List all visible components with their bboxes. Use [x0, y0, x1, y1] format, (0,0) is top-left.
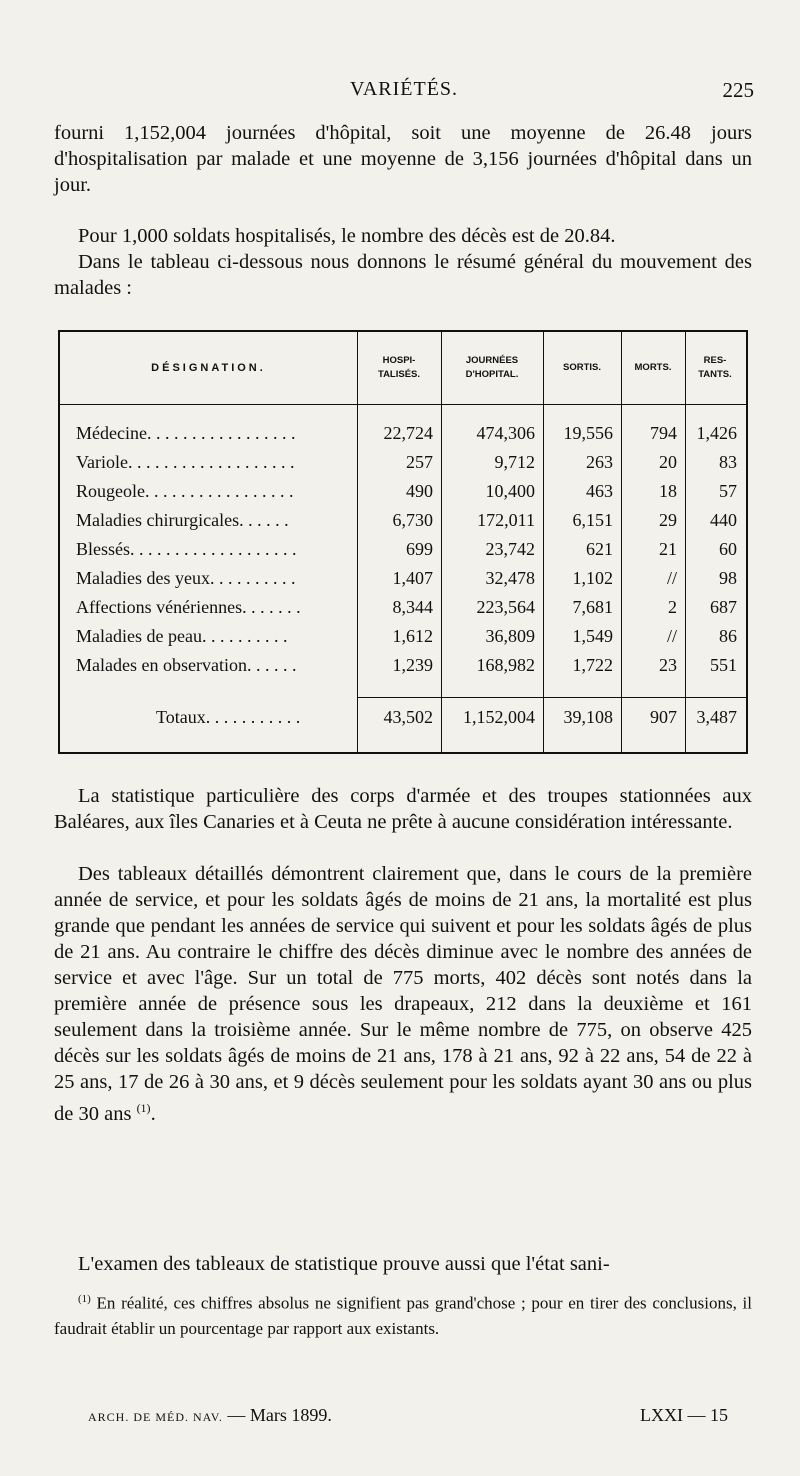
- paragraph-mortality: Des tableaux détaillés démontrent clairement que, dans le cours de la première année de service, et pour les soldats âgés de moins de 21 ans, la mortalité est plus grande que pendant les années de service qui suivent et pour les soldats âgés de plus de 21 ans. Au contraire le chiffre des décès diminue avec le nombre des années de service et avec l'âge. Sur un total de 775 morts, 402 décès sont notés dans la première année de présence sous les drapeaux, 212 dans la deuxième et 161 seulement dans la troisième année. Sur le même nombre de 775, on observe 425 décès sur les soldats âgés de moins de 21 ans, 178 à 21 ans, 92 à 22 ans, 54 de 22 à 25 ans, 17 de 26 à 30 ans, et 9 décès seulement pour les soldats ayant 30 ans ou plus de 30 ans $^{(1)}$.: [54, 863, 752, 1125]
- cell-hospital-days: 32,478: [485, 568, 535, 588]
- cell-hospitalized: 699: [406, 539, 433, 559]
- totals-remaining: 3,487: [696, 707, 737, 727]
- cell-hospitalized: 8,344: [392, 597, 433, 617]
- row-designation: Maladies des yeux. . . . . . . . . .: [76, 568, 296, 588]
- paragraph-baleares: La statistique particulière des corps d'armée et des troupes stationnées aux Baléares, aux îles Canaries et à Ceuta ne prête à aucune considération intéressante.: [54, 785, 752, 833]
- cell-hospital-days: 9,712: [494, 452, 535, 472]
- cell-deaths: //: [666, 568, 677, 588]
- header-discharged: SORTIS.: [562, 362, 601, 373]
- cell-hospital-days: 23,742: [485, 539, 535, 559]
- footnote-mark: (1): [78, 1293, 91, 1305]
- running-head: [54, 78, 754, 108]
- cell-discharged: 463: [586, 481, 613, 501]
- patient-movement-table: [58, 330, 748, 754]
- cell-deaths: 21: [659, 539, 677, 559]
- row-designation: Rougeole. . . . . . . . . . . . . . . . .: [76, 481, 294, 501]
- cell-deaths: 18: [659, 481, 677, 501]
- header-remaining: RES- TANTS.: [698, 355, 732, 380]
- cell-discharged: 19,556: [563, 423, 613, 443]
- cell-hospitalized: 22,724: [383, 423, 433, 443]
- page-footer: [88, 1405, 728, 1431]
- paragraph-mortality-text: Des tableaux détaillés démontrent clairement que, dans le cours de la première année de service, et pour les soldats âgés de moins de 21 ans, la mortalité est plus grande que pendant les années de service qui suivent et pour les soldats âgés de plus de 21 ans. Au contraire le chiffre des décès diminue avec le nombre des années de service et avec l'âge. Sur un total de 775 morts, 402 décès sont notés dans la première année de présence sous les drapeaux, 212 dans la deuxième et 161 seulement dans la troisième année. Sur le même nombre de 775, on observe 425 décès sur les soldats âgés de moins de 21 ans, 178 à 21 ans, 92 à 22 ans, 54 de 22 à 25 ans, 17 de 26 à 30 ans, et 9 décès seulement pour les soldats ayant 30 ans ou plus de 30 ans: [54, 863, 752, 1125]
- table-row: [60, 420, 746, 447]
- table-row: [60, 652, 746, 679]
- cell-deaths: 20: [659, 452, 677, 472]
- header-designation: DÉSIGNATION.: [151, 362, 266, 374]
- row-designation: Maladies chirurgicales. . . . . .: [76, 510, 289, 530]
- totals-label: Totaux. . . . . . . . . . .: [156, 707, 301, 727]
- totals-deaths: 907: [650, 707, 677, 727]
- cell-hospital-days: 36,809: [485, 626, 535, 646]
- paragraph-continuation: fourni 1,152,004 journées d'hôpital, soit une moyenne de 26.48 jours d'hospitalisation par malade et une moyenne de 3,156 journées d'hôpital dans un jour.: [54, 122, 752, 196]
- totals-discharged: 39,108: [563, 707, 613, 727]
- footnote: [54, 1287, 752, 1341]
- cell-deaths: 2: [668, 597, 677, 617]
- cell-remaining: 60: [719, 539, 737, 559]
- table-row: [60, 478, 746, 505]
- header-hospitalized: HOSPI- TALISÉS.: [377, 355, 421, 380]
- cell-hospital-days: 223,564: [476, 597, 535, 617]
- cell-remaining: 1,426: [696, 423, 737, 443]
- row-designation: Variole. . . . . . . . . . . . . . . . . . .: [76, 452, 295, 472]
- cell-discharged: 6,151: [572, 510, 613, 530]
- footer-signature: LXXI — 15: [640, 1405, 728, 1425]
- cell-discharged: 263: [586, 452, 613, 472]
- footnote-reference: (1): [136, 1101, 151, 1115]
- table-row: [60, 449, 746, 476]
- cell-hospitalized: 1,612: [392, 626, 433, 646]
- cell-remaining: 57: [719, 481, 737, 501]
- table-row: [60, 623, 746, 650]
- running-head-title: VARIÉTÉS.: [349, 78, 459, 100]
- table-row: [60, 594, 746, 621]
- cell-remaining: 440: [710, 510, 737, 530]
- cell-discharged: 7,681: [572, 597, 613, 617]
- totals-separator: [357, 697, 746, 698]
- cell-hospitalized: 6,730: [392, 510, 433, 530]
- cell-hospital-days: 10,400: [485, 481, 535, 501]
- cell-discharged: 1,722: [572, 655, 613, 675]
- table-row: [60, 565, 746, 592]
- footer-date: — Mars 1899.: [227, 1405, 332, 1425]
- page-number: 225: [722, 78, 754, 102]
- paragraph-examen: L'examen des tableaux de statistique prouve aussi que l'état sani-: [78, 1253, 610, 1275]
- footer-source: [88, 1405, 332, 1426]
- row-designation: Maladies de peau. . . . . . . . . .: [76, 626, 288, 646]
- cell-hospitalized: 1,239: [392, 655, 433, 675]
- cell-deaths: 29: [659, 510, 677, 530]
- header-hospital-days: JOURNÉES D'HOPITAL.: [465, 355, 519, 380]
- cell-remaining: 551: [710, 655, 737, 675]
- cell-remaining: 86: [719, 626, 737, 646]
- row-designation: Médecine. . . . . . . . . . . . . . . . .: [76, 423, 296, 443]
- cell-hospitalized: 257: [406, 452, 433, 472]
- totals-hospital-days: 1,152,004: [463, 707, 535, 727]
- cell-discharged: 621: [586, 539, 613, 559]
- row-designation: Affections vénériennes. . . . . . .: [76, 597, 301, 617]
- cell-hospitalized: 490: [406, 481, 433, 501]
- cell-remaining: 83: [719, 452, 737, 472]
- cell-hospital-days: 172,011: [477, 510, 535, 530]
- cell-hospital-days: 168,982: [476, 655, 535, 675]
- footer-journal: ARCH. DE MÉD. NAV.: [88, 1410, 223, 1424]
- cell-discharged: 1,102: [572, 568, 613, 588]
- row-designation: Malades en observation. . . . . .: [76, 655, 297, 675]
- header-deaths: MORTS.: [634, 362, 672, 373]
- cell-remaining: 687: [710, 597, 737, 617]
- totals-hospitalized: 43,502: [383, 707, 433, 727]
- cell-hospital-days: 474,306: [476, 423, 535, 443]
- cell-deaths: 794: [650, 423, 677, 443]
- row-designation: Blessés. . . . . . . . . . . . . . . . . . .: [76, 539, 297, 559]
- cell-discharged: 1,549: [572, 626, 613, 646]
- footnote-text: En réalité, ces chiffres absolus ne signifient pas grand'chose ; pour en tirer des conclusions, il faudrait établir un pourcentage par rapport aux existants.: [54, 1293, 752, 1338]
- paragraph-deaths-ratio: Pour 1,000 soldats hospitalisés, le nombre des décès est de 20.84.: [78, 225, 616, 247]
- paragraph-table-intro: Dans le tableau ci-dessous nous donnons le résumé général du mouvement des malades :: [54, 251, 752, 299]
- table-row: [60, 536, 746, 563]
- table-row: [60, 507, 746, 534]
- table-header-row: [60, 332, 746, 405]
- table-totals-row: [60, 704, 746, 731]
- cell-hospitalized: 1,407: [392, 568, 433, 588]
- cell-deaths: //: [666, 626, 677, 646]
- cell-remaining: 98: [719, 568, 737, 588]
- cell-deaths: 23: [659, 655, 677, 675]
